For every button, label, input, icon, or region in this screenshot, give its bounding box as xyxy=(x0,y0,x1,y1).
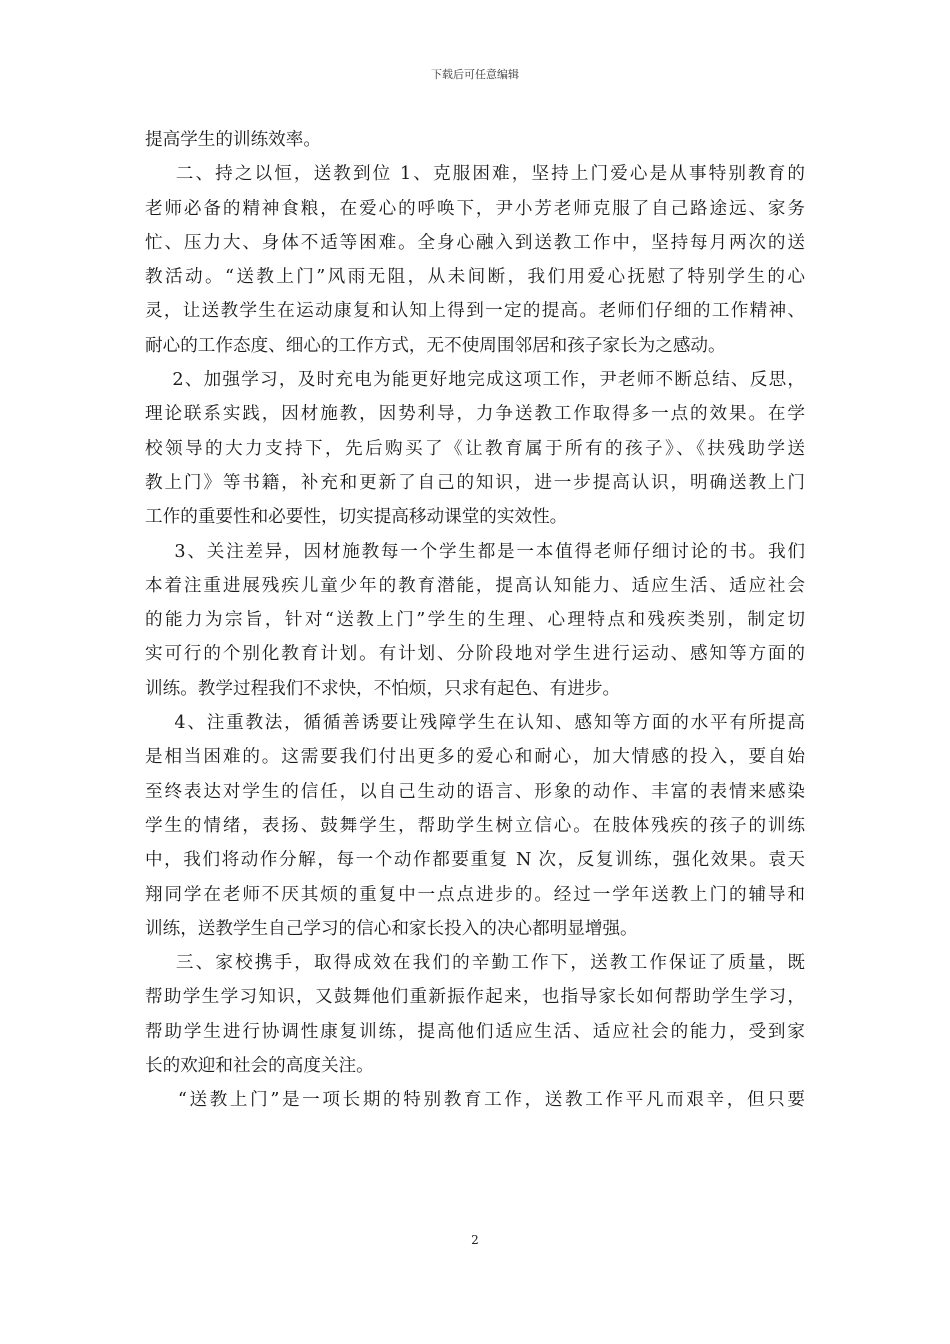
text-line: 是相当困难的。这需要我们付出更多的爱心和耐心，加大情感的投入，要自始 xyxy=(145,747,805,768)
text-line: 4、注重教法，循循善诱要让残障学生在认知、感知等方面的水平有所提高 xyxy=(145,713,805,734)
text-line: 3、关注差异，因材施教每一个学生都是一本值得老师仔细讨论的书。我们 xyxy=(145,541,805,562)
text-line: 帮助学生学习知识，又鼓舞他们重新振作起来，也指导家长如何帮助学生学习， xyxy=(145,987,805,1008)
text-line: 老师必备的精神食粮，在爱心的呼唤下，尹小芳老师克服了自己路途远、家务 xyxy=(145,198,805,219)
text-line: 中，我们将动作分解，每一个动作都要重复 N 次，反复训练，强化效果。袁天 xyxy=(145,850,805,871)
page-number: 2 xyxy=(471,1233,479,1247)
text-line: 翔同学在老师不厌其烦的重复中一点点进步的。经过一学年送教上门的辅导和 xyxy=(145,884,805,905)
text-line: 忙、压力大、身体不适等困难。全身心融入到送教工作中，坚持每月两次的送 xyxy=(145,232,805,253)
text-line: 的能力为宗旨，针对“送教上门”学生的生理、心理特点和残疾类别，制定切 xyxy=(145,610,805,631)
text-line: 提高学生的训练效率。 xyxy=(145,130,321,150)
text-line: 帮助学生进行协调性康复训练，提高他们适应生活、适应社会的能力，受到家 xyxy=(145,1021,805,1042)
document-body xyxy=(145,123,805,1118)
text-line: 灵，让送教学生在运动康复和认知上得到一定的提高。老师们仔细的工作精神、 xyxy=(145,301,805,322)
page-header: 下载后可任意编辑 xyxy=(431,68,519,81)
text-line: 学生的情绪，表扬、鼓舞学生，帮助学生树立信心。在肢体残疾的孩子的训练 xyxy=(145,815,805,836)
text-line: 校领导的大力支持下，先后购买了《让教育属于所有的孩子》、《扶残助学送 xyxy=(145,438,805,459)
text-line: 至终表达对学生的信任，以自己生动的语言、形象的动作、丰富的表情来感染 xyxy=(145,781,805,802)
text-line: “送教上门”是一项长期的特别教育工作，送教工作平凡而艰辛，但只要 xyxy=(145,1090,805,1111)
text-line: 二、持之以恒，送教到位 1、克服困难，坚持上门爱心是从事特别教育的 xyxy=(145,164,805,185)
text-line: 长的欢迎和社会的高度关注。 xyxy=(145,1056,374,1077)
text-line: 耐心的工作态度、细心的工作方式，无不使周围邻居和孩子家长为之感动。 xyxy=(145,335,726,356)
text-line: 本着注重进展残疾儿童少年的教育潜能，提高认知能力、适应生活、适应社会 xyxy=(145,575,805,596)
text-line: 实可行的个别化教育计划。有计划、分阶段地对学生进行运动、感知等方面的 xyxy=(145,644,805,665)
text-line: 训练，送教学生自己学习的信心和家长投入的决心都明显增强。 xyxy=(145,918,638,939)
text-line: 教活动。“送教上门”风雨无阻，从未间断，我们用爱心抚慰了特别学生的心 xyxy=(145,267,805,288)
text-line: 2、加强学习，及时充电为能更好地完成这项工作，尹老师不断总结、反思， xyxy=(145,370,805,391)
text-line: 训练。教学过程我们不求快，不怕烦，只求有起色、有进步。 xyxy=(145,678,621,699)
text-line: 工作的重要性和必要性，切实提高移动课堂的实效性。 xyxy=(145,507,568,528)
text-line: 理论联系实践，因材施教，因势利导，力争送教工作取得多一点的效果。在学 xyxy=(145,404,805,425)
text-line: 三、家校携手，取得成效在我们的辛勤工作下，送教工作保证了质量，既 xyxy=(145,953,805,974)
text-line: 教上门》等书籍，补充和更新了自己的知识，进一步提高认识，明确送教上门 xyxy=(145,472,805,493)
